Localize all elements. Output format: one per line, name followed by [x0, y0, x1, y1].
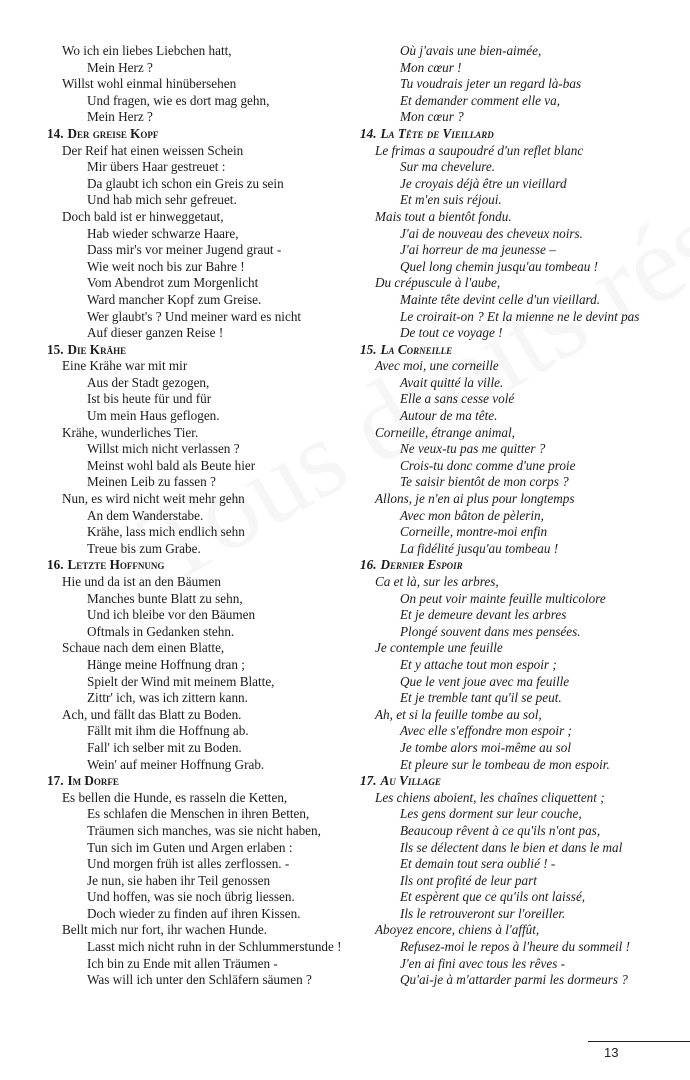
verse-line: Ne veux-tu pas me quitter ?: [400, 441, 546, 457]
verse-line: Ach, und fällt das Blatt zu Boden.: [62, 706, 242, 722]
verse-line: On peut voir mainte feuille multicolore: [400, 590, 606, 606]
verse-line: Willst mich nicht verlassen ?: [87, 441, 240, 457]
song-title: La Corneille: [380, 341, 453, 357]
verse-line: Autour de ma tête.: [400, 408, 498, 424]
german-text-column: [47, 43, 347, 989]
verse-line: Et demander comment elle va,: [400, 92, 561, 108]
verse-line: Et espèrent que ce qu'ils ont laissé,: [400, 889, 586, 905]
song-number: 15.: [360, 341, 377, 357]
verse-line: Und fragen, wie es dort mag gehn,: [87, 92, 270, 108]
verse-line: Da glaubt ich schon ein Greis zu sein: [87, 175, 284, 191]
verse-line: Um mein Haus geflogen.: [87, 408, 220, 424]
verse-line: Was will ich unter den Schläfern säumen ?: [87, 972, 312, 988]
verse-line: J'ai horreur de ma jeunesse –: [400, 242, 556, 258]
verse-line: Le frimas a saupoudré d'un reflet blanc: [375, 142, 584, 158]
verse-line: Und hoffen, was sie noch übrig liessen.: [87, 889, 295, 905]
song-heading: [360, 773, 660, 790]
verse-line: Nun, es wird nicht weit mehr gehn: [62, 491, 245, 507]
verse-line: Avait quitté la ville.: [400, 374, 504, 390]
verse-line: Ward mancher Kopf zum Greise.: [87, 291, 262, 307]
verse-line: An dem Wanderstabe.: [87, 507, 204, 523]
song-heading: [47, 126, 347, 143]
verse-line: Je nun, sie haben ihr Teil genossen: [87, 872, 271, 888]
verse-line: Dass mir's vor meiner Jugend graut -: [87, 242, 282, 258]
verse-line: Elle a sans cesse volé: [400, 391, 515, 407]
verse-line: Bellt mich nur fort, ihr wachen Hunde.: [62, 922, 268, 938]
song-heading: [360, 342, 660, 359]
verse-line: Beaucoup rêvent à ce qu'ils n'ont pas,: [400, 822, 601, 838]
song-title: Der greise Kopf: [67, 125, 159, 141]
verse-line: Hie und da ist an den Bäumen: [62, 574, 221, 589]
verse-line: Mein Herz ?: [87, 109, 153, 125]
song-title: Dernier Espoir: [380, 557, 463, 573]
song-number: 17.: [360, 773, 377, 789]
song-number: 17.: [47, 773, 64, 789]
verse-line: Le croirait-on ? Et la mienne ne le devint pas: [400, 308, 640, 324]
verse-line: Schaue nach dem einen Blatte,: [62, 640, 225, 656]
verse-line: Ils ont profité de leur part: [400, 872, 537, 888]
verse-line: Hänge meine Hoffnung dran ;: [87, 656, 245, 672]
song-title: Letzte Hoffnung: [67, 557, 165, 573]
verse-line: Je croyais déjà être un vieillard: [400, 175, 567, 191]
verse-line: Où j'avais une bien-aimée,: [400, 43, 542, 58]
verse-line: Je tombe alors moi-même au sol: [400, 739, 572, 755]
verse-line: Allons, je n'en ai plus pour longtemps: [375, 491, 575, 507]
song-number: 15.: [47, 341, 64, 357]
verse-line: Doch wieder zu finden auf ihren Kissen.: [87, 905, 301, 921]
verse-line: Et demain tout sera oublié ! -: [400, 856, 556, 872]
verse-line: Krähe, wunderliches Tier.: [62, 424, 199, 440]
verse-line: Ils se délectent dans le bien et dans le mal: [400, 839, 623, 855]
verse-line: Zittr' ich, was ich zittern kann.: [87, 690, 248, 706]
song-title: La Tête de Vieillard: [380, 125, 494, 141]
verse-line: Je contemple une feuille: [375, 640, 503, 656]
verse-line: Doch bald ist er hinweggetaut,: [62, 208, 224, 224]
verse-line: Mein Herz ?: [87, 59, 153, 75]
verse-line: Tu voudrais jeter un regard là-bas: [400, 76, 582, 92]
verse-line: Es schlafen die Menschen in ihren Betten,: [87, 806, 310, 822]
song-number: 14.: [360, 125, 377, 141]
verse-line: Tun sich im Guten und Argen erlaben :: [87, 839, 293, 855]
verse-line: Les chiens aboient, les chaînes cliquettent ;: [375, 789, 605, 805]
verse-line: Avec mon bâton de pèlerin,: [400, 507, 544, 523]
verse-line: Oftmals in Gedanken stehn.: [87, 623, 235, 639]
verse-line: Corneille, étrange animal,: [375, 424, 515, 440]
verse-line: Mir übers Haar gestreuet :: [87, 159, 226, 175]
verse-line: Du crépuscule à l'aube,: [375, 275, 501, 291]
verse-line: Aus der Stadt gezogen,: [87, 374, 210, 390]
verse-line: Et je tremble tant qu'il se peut.: [400, 690, 562, 706]
song-title: Die Krähe: [67, 341, 127, 357]
page-number: 13: [604, 1045, 619, 1060]
song-number: 14.: [47, 125, 64, 141]
verse-line: Ah, et si la feuille tombe au sol,: [375, 706, 542, 722]
verse-line: Und ich bleibe vor den Bäumen: [87, 607, 256, 623]
verse-line: Fällt mit ihm die Hoffnung ab.: [87, 723, 249, 739]
verse-line: Krähe, lass mich endlich sehn: [87, 524, 245, 540]
verse-line: Aboyez encore, chiens à l'affût,: [375, 922, 540, 938]
verse-line: Willst wohl einmal hinübersehen: [62, 76, 237, 92]
verse-line: Ist bis heute für und für: [87, 391, 212, 407]
verse-line: Et y attache tout mon espoir ;: [400, 656, 557, 672]
song-title: Au Village: [380, 773, 441, 789]
song-heading: [47, 557, 347, 574]
verse-line: Hab wieder schwarze Haare,: [87, 225, 239, 241]
french-translation-column: [360, 43, 660, 989]
verse-line: Es bellen die Hunde, es rasseln die Ketten,: [62, 789, 288, 805]
song-heading: [47, 773, 347, 790]
verse-line: J'ai de nouveau des cheveux noirs.: [400, 225, 583, 241]
song-number: 16.: [47, 557, 64, 573]
verse-line: Et je demeure devant les arbres: [400, 607, 567, 623]
verse-line: Wein' auf meiner Hoffnung Grab.: [87, 756, 265, 772]
verse-line: Qu'ai-je à m'attarder parmi les dormeurs ?: [400, 972, 628, 988]
verse-line: Que le vent joue avec ma feuille: [400, 673, 570, 689]
verse-line: Plongé souvent dans mes pensées.: [400, 623, 581, 639]
verse-line: Lasst mich nicht ruhn in der Schlummerstunde !: [87, 939, 342, 955]
verse-line: Mon cœur ?: [400, 109, 464, 125]
verse-line: Und morgen früh ist alles zerflossen. -: [87, 856, 290, 872]
verse-line: Mon cœur !: [400, 59, 462, 75]
verse-line: Meinst wohl bald als Beute hier: [87, 457, 256, 473]
verse-line: Meinen Leib zu fassen ?: [87, 474, 216, 490]
verse-line: Spielt der Wind mit meinem Blatte,: [87, 673, 275, 689]
verse-line: Sur ma chevelure.: [400, 159, 496, 175]
footer-rule: [588, 1041, 690, 1042]
verse-line: Wie weit noch bis zur Bahre !: [87, 258, 245, 274]
verse-line: Avec elle s'effondre mon espoir ;: [400, 723, 572, 739]
song-number: 16.: [360, 557, 377, 573]
verse-line: De tout ce voyage !: [400, 325, 503, 341]
verse-line: J'en ai fini avec tous les rêves -: [400, 955, 566, 971]
song-heading: [360, 126, 660, 143]
verse-line: La fidélité jusqu'au tombeau !: [400, 540, 559, 556]
verse-line: Et pleure sur le tombeau de mon espoir.: [400, 756, 610, 772]
song-heading: [47, 342, 347, 359]
verse-line: Te saisir bientôt de mon corps ?: [400, 474, 569, 490]
verse-line: Und hab mich sehr gefreuet.: [87, 192, 237, 208]
verse-line: Mainte tête devint celle d'un vieillard.: [400, 291, 601, 307]
verse-line: Et m'en suis réjoui.: [400, 192, 502, 208]
verse-line: Ils le retrouveront sur l'oreiller.: [400, 905, 566, 921]
verse-line: Wer glaubt's ? Und meiner ward es nicht: [87, 308, 302, 324]
verse-line: Refusez-moi le repos à l'heure du sommeil !: [400, 939, 631, 955]
verse-line: Eine Krähe war mit mir: [62, 358, 188, 374]
verse-line: Der Reif hat einen weissen Schein: [62, 142, 244, 158]
verse-line: Wo ich ein liebes Liebchen hatt,: [62, 43, 232, 58]
verse-line: Ca et là, sur les arbres,: [375, 574, 499, 589]
verse-line: Avec moi, une corneille: [375, 358, 499, 374]
verse-line: Auf dieser ganzen Reise !: [87, 325, 224, 341]
verse-line: Vom Abendrot zum Morgenlicht: [87, 275, 259, 291]
verse-line: Manches bunte Blatt zu sehn,: [87, 590, 243, 606]
verse-line: Fall' ich selber mit zu Boden.: [87, 739, 242, 755]
verse-line: Quel long chemin jusqu'au tombeau !: [400, 258, 599, 274]
verse-line: Les gens dorment sur leur couche,: [400, 806, 582, 822]
verse-line: Träumen sich manches, was sie nicht haben,: [87, 822, 321, 838]
verse-line: Corneille, montre-moi enfin: [400, 524, 548, 540]
verse-line: Treue bis zum Grabe.: [87, 540, 201, 556]
verse-line: Ich bin zu Ende mit allen Träumen -: [87, 955, 278, 971]
verse-line: Crois-tu donc comme d'une proie: [400, 457, 576, 473]
song-heading: [360, 557, 660, 574]
verse-line: Mais tout a bientôt fondu.: [375, 208, 512, 224]
song-title: Im Dorfe: [67, 773, 119, 789]
